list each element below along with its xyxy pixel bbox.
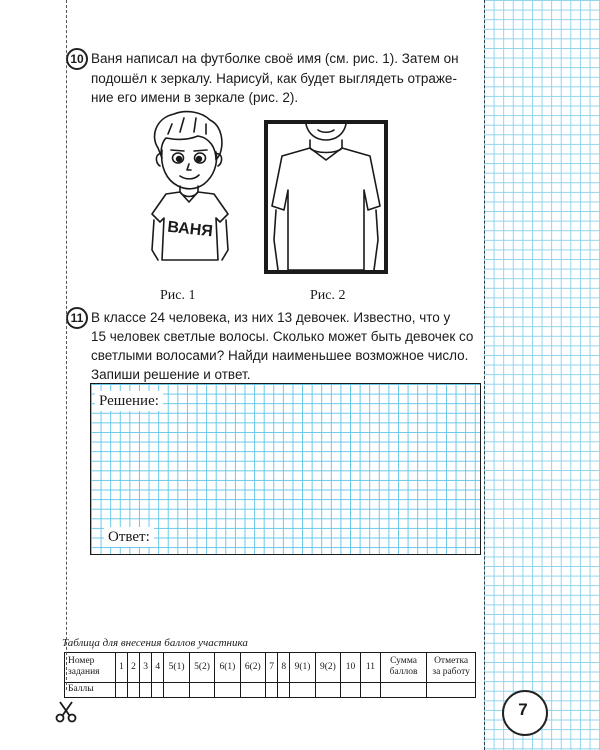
task-col-header: 8 — [278, 653, 290, 683]
page-number: 7 — [518, 700, 528, 719]
task-col-header: 7 — [266, 653, 278, 683]
task-10-text-line-2: подошёл к зеркалу. Нарисуй, как будет выглядеть отраже- — [91, 71, 457, 86]
score-table — [64, 652, 476, 698]
score-cell[interactable] — [315, 682, 340, 697]
score-cell[interactable] — [164, 682, 189, 697]
task-10-text-line-3: ние его имени в зеркале (рис. 2). — [91, 90, 299, 105]
solution-label: Решение: — [95, 391, 163, 411]
score-cell[interactable] — [266, 682, 278, 697]
task-col-header: 6(1) — [215, 653, 240, 683]
task-col-header: 1 — [115, 653, 127, 683]
task-col-header: 11 — [360, 653, 380, 683]
task-col-header: 10 — [341, 653, 361, 683]
figure-2-mirror-illustration — [264, 120, 388, 274]
task-11-number: 11 — [66, 307, 88, 329]
task-11-text-line-3: светлыми волосами? Найди наименьшее возможное число. — [91, 348, 469, 363]
task-col-header: 9(2) — [315, 653, 340, 683]
score-table-row2-header: Баллы — [65, 682, 116, 697]
score-cell[interactable] — [189, 682, 214, 697]
mark-cell[interactable] — [427, 682, 476, 697]
answer-label: Ответ: — [104, 527, 154, 547]
score-table-row1-header: Номер задания — [65, 653, 116, 683]
sum-cell[interactable] — [380, 682, 426, 697]
task-10-text-line-1: Ваня написал на футболке своё имя (см. рис. 1). Затем он — [91, 51, 459, 66]
task-10-number: 10 — [66, 48, 88, 70]
score-cell[interactable] — [341, 682, 361, 697]
score-cell[interactable] — [152, 682, 164, 697]
figure-1-boy-illustration — [136, 110, 246, 280]
figure-2-caption: Рис. 2 — [310, 288, 346, 303]
score-cell[interactable] — [360, 682, 380, 697]
scissors-icon — [54, 700, 78, 724]
score-table-title: Таблица для внесения баллов участника — [62, 637, 248, 649]
score-cell[interactable] — [127, 682, 139, 697]
sum-col-header: Сумма баллов — [380, 653, 426, 683]
mark-col-header: Отметка за работу — [427, 653, 476, 683]
score-cell[interactable] — [290, 682, 315, 697]
task-11-text-line-2: 15 человек светлые волосы. Сколько может быть девочек со — [91, 329, 474, 344]
figure-1-caption: Рис. 1 — [160, 288, 196, 303]
task-11-instruction: Запиши решение и ответ. — [91, 367, 251, 382]
margin-grid — [484, 0, 600, 750]
task-col-header: 5(1) — [164, 653, 189, 683]
score-cell[interactable] — [140, 682, 152, 697]
score-cell[interactable] — [240, 682, 265, 697]
task-col-header: 9(1) — [290, 653, 315, 683]
task-col-header: 5(2) — [189, 653, 214, 683]
task-col-header: 6(2) — [240, 653, 265, 683]
task-col-header: 2 — [127, 653, 139, 683]
left-cut-line — [66, 0, 67, 690]
task-11-text-line-1: В классе 24 человека, из них 13 девочек. Известно, что у — [91, 310, 451, 325]
task-col-header: 3 — [140, 653, 152, 683]
score-cell[interactable] — [215, 682, 240, 697]
score-cell[interactable] — [115, 682, 127, 697]
task-col-header: 4 — [152, 653, 164, 683]
shirt-name-text: ВАНЯ — [166, 218, 214, 241]
perforation-line — [484, 0, 485, 750]
score-cell[interactable] — [278, 682, 290, 697]
